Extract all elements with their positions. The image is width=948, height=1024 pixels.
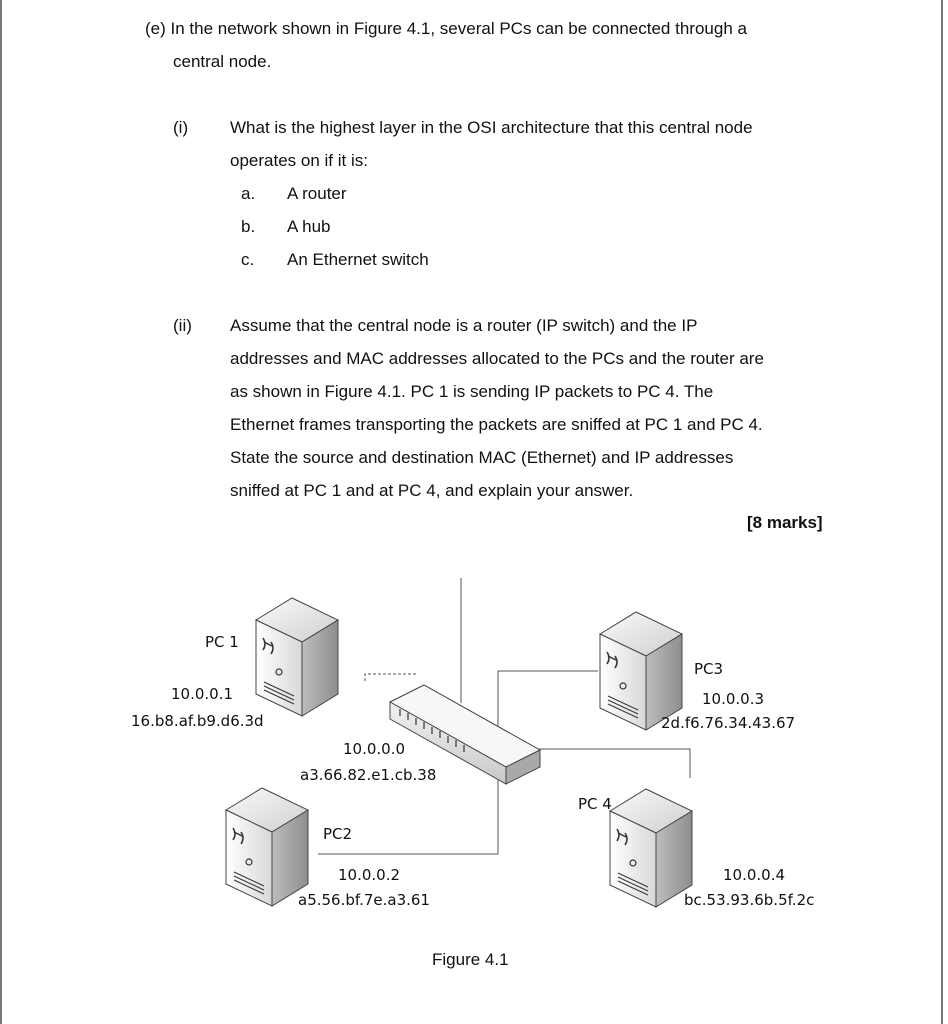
pc1-tower-icon [256,598,338,716]
pc4-ip: 10.0.0.4 [723,866,786,884]
cable-pc1 [365,674,418,681]
part-ii-line3: as shown in Figure 4.1. PC 1 is sending IP packets to PC 4. The [230,382,714,401]
pc2-mac: a5.56.bf.7e.a3.61 [298,891,430,909]
question-intro-line2: central node. [173,52,272,71]
part-ii-number: (ii) [173,316,192,335]
pc3-mac: 2d.f6.76.34.43.67 [661,714,796,732]
option-letter-a: a. [241,184,256,203]
part-ii-line2: addresses and MAC addresses allocated to the PCs and the router are [230,349,764,368]
part-ii-line5: State the source and destination MAC (Ethernet) and IP addresses [230,448,734,467]
pc3-tower-icon [600,612,682,730]
part-ii-line4: Ethernet frames transporting the packets are sniffed at PC 1 and PC 4. [230,415,763,434]
network-figure [0,560,948,980]
option-text-a: A router [287,184,347,203]
pc4-name: PC 4 [578,795,612,813]
part-ii-line1: Assume that the central node is a router (IP switch) and the IP [230,316,698,335]
option-letter-b: b. [241,217,256,236]
router-ip: 10.0.0.0 [343,740,406,758]
question-intro-line1: (e) In the network shown in Figure 4.1, several PCs can be connected through a [145,19,747,38]
pc3-name: PC3 [694,660,724,678]
option-text-b: A hub [287,217,331,236]
part-i-line2: operates on if it is: [230,151,368,170]
pc4-mac: bc.53.93.6b.5f.2c [684,891,815,909]
option-text-c: An Ethernet switch [287,250,429,269]
pc2-ip: 10.0.0.2 [338,866,401,884]
pc1-mac: 16.b8.af.b9.d6.3d [131,712,264,730]
marks-label: [8 marks] [747,513,823,532]
router-mac: a3.66.82.e1.cb.38 [300,766,437,784]
part-i-line1: What is the highest layer in the OSI architecture that this central node [230,118,753,137]
pc3-ip: 10.0.0.3 [702,690,765,708]
part-ii-line6: sniffed at PC 1 and at PC 4, and explain your answer. [230,481,634,500]
pc2-name: PC2 [323,825,353,843]
pc1-ip: 10.0.0.1 [171,685,234,703]
figure-caption: Figure 4.1 [432,950,509,969]
option-letter-c: c. [241,250,255,269]
part-i-number: (i) [173,118,189,137]
pc2-tower-icon [226,788,308,906]
pc1-name: PC 1 [205,633,239,651]
pc4-tower-icon [610,789,692,907]
